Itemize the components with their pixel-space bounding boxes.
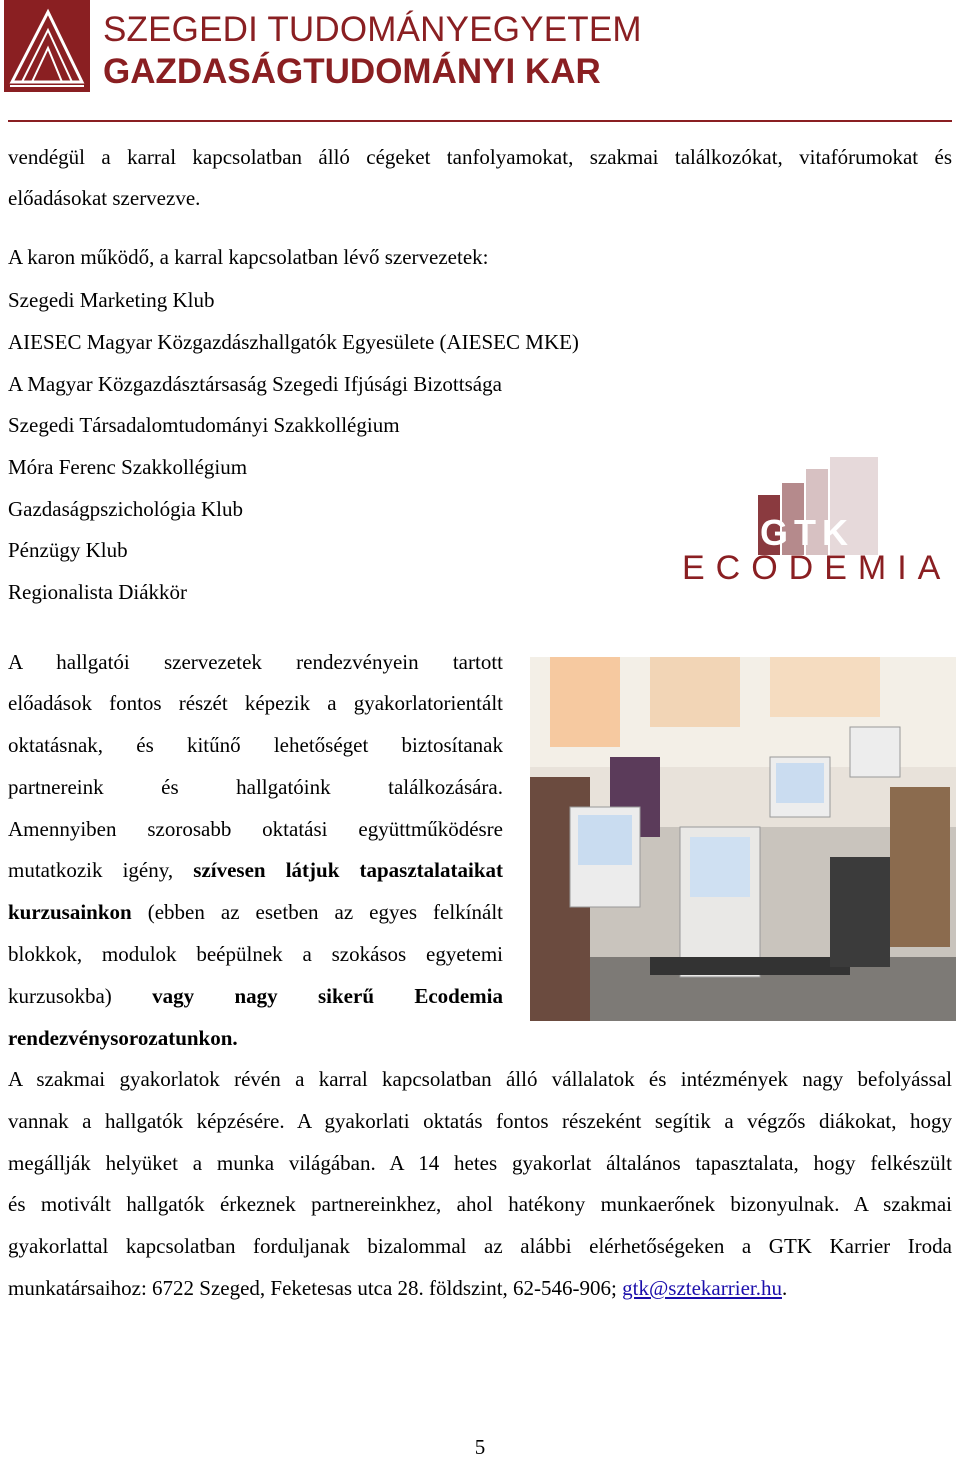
events-line: rendezvénysorozatunkon. — [8, 1026, 238, 1050]
events-line: oktatásnak, és kitűnő lehetőséget biztosítanak — [8, 733, 503, 757]
org-item: A Magyar Közgazdásztársaság Szegedi Ifjúsági Bizottsága — [8, 372, 502, 396]
org-item: Regionalista Diákkör — [8, 580, 188, 604]
events-line — [8, 900, 503, 924]
practice-text: . — [781, 1276, 788, 1300]
orgs-heading: A karon működő, a karral kapcsolatban lévő szervezetek: — [8, 245, 489, 269]
events-text: kurzusokba) — [8, 984, 153, 1008]
org-item: Szegedi Marketing Klub — [8, 288, 215, 312]
practice-line — [8, 1276, 787, 1300]
events-bold-text: szívesen látjuk tapasztalataikat — [193, 858, 503, 882]
events-text: (ebben az esetben az egyes felkínált — [131, 900, 503, 924]
events-line: partnereink és hallgatóink találkozására. — [8, 775, 503, 799]
org-item: Gazdaságpszichológia Klub — [8, 497, 244, 521]
computer-lab-photo — [530, 657, 956, 1021]
header-faculty-name: GAZDASÁGTUDOMÁNYI KAR — [103, 52, 601, 91]
intro-line-2: előadásokat szervezve. — [8, 186, 201, 210]
events-line: előadások fontos részét képezik a gyakorlatorientált — [8, 691, 503, 715]
gtk-ecodemia-logo — [680, 455, 956, 585]
practice-line: vannak a hallgatók képzésére. A gyakorlati oktatás fontos részeként segítik a végzős diákokat, hogy — [8, 1109, 952, 1133]
ecodemia-logo-text: ECODEMIA — [682, 549, 952, 585]
header-university-name: SZEGEDI TUDOMÁNYEGYETEM — [103, 10, 642, 49]
intro-line-1: vendégül a karral kapcsolatban álló cégeket tanfolyamokat, szakmai találkozókat, vitafórumokat és — [8, 145, 952, 169]
org-item: Pénzügy Klub — [8, 538, 128, 562]
gtk-logo-text: GTK — [760, 512, 854, 553]
header-rule — [8, 120, 952, 122]
practice-line: A szakmai gyakorlatok révén a karral kapcsolatban álló vállalatok és intézmények nagy befolyással — [8, 1067, 952, 1091]
events-line — [8, 858, 503, 882]
events-line: blokkok, modulok beépülnek a szokásos egyetemi — [8, 942, 503, 966]
org-item: AIESEC Magyar Közgazdászhallgatók Egyesülete (AIESEC MKE) — [8, 330, 579, 354]
events-bold-text: vagy nagy sikerű Ecodemia — [152, 984, 503, 1008]
practice-line: megállják helyüket a munka világában. A 14 hetes gyakorlat általános tapasztalata, hogy felkészült — [8, 1151, 952, 1175]
events-text: mutatkozik igény, — [8, 858, 194, 882]
events-line: Amennyiben szorosabb oktatási együttműködésre — [8, 817, 503, 841]
events-line — [8, 984, 503, 1008]
karrier-email-link[interactable]: gtk@sztekarrier.hu — [622, 1276, 782, 1300]
events-bold-text: kurzusainkon — [8, 900, 132, 924]
events-line: A hallgatói szervezetek rendezvényein tartott — [8, 650, 503, 674]
practice-line: gyakorlattal kapcsolatban forduljanak bizalommal az alábbi elérhetőségeken a GTK Karrier Iroda — [8, 1234, 952, 1258]
page-header — [0, 0, 960, 124]
practice-text: munkatársaihoz: 6722 Szeged, Feketesas utca 28. földszint, 62-546-906; — [8, 1276, 623, 1300]
page-number: 5 — [474, 1435, 486, 1459]
org-item: Szegedi Társadalomtudományi Szakkollégium — [8, 413, 400, 437]
org-item: Móra Ferenc Szakkollégium — [8, 455, 248, 479]
practice-line: és motivált hallgatók érkeznek partnereinkhez, ahol hatékony munkaerőnek bizonyulnak. A szakmai — [8, 1192, 952, 1216]
university-logo-icon — [4, 0, 90, 92]
